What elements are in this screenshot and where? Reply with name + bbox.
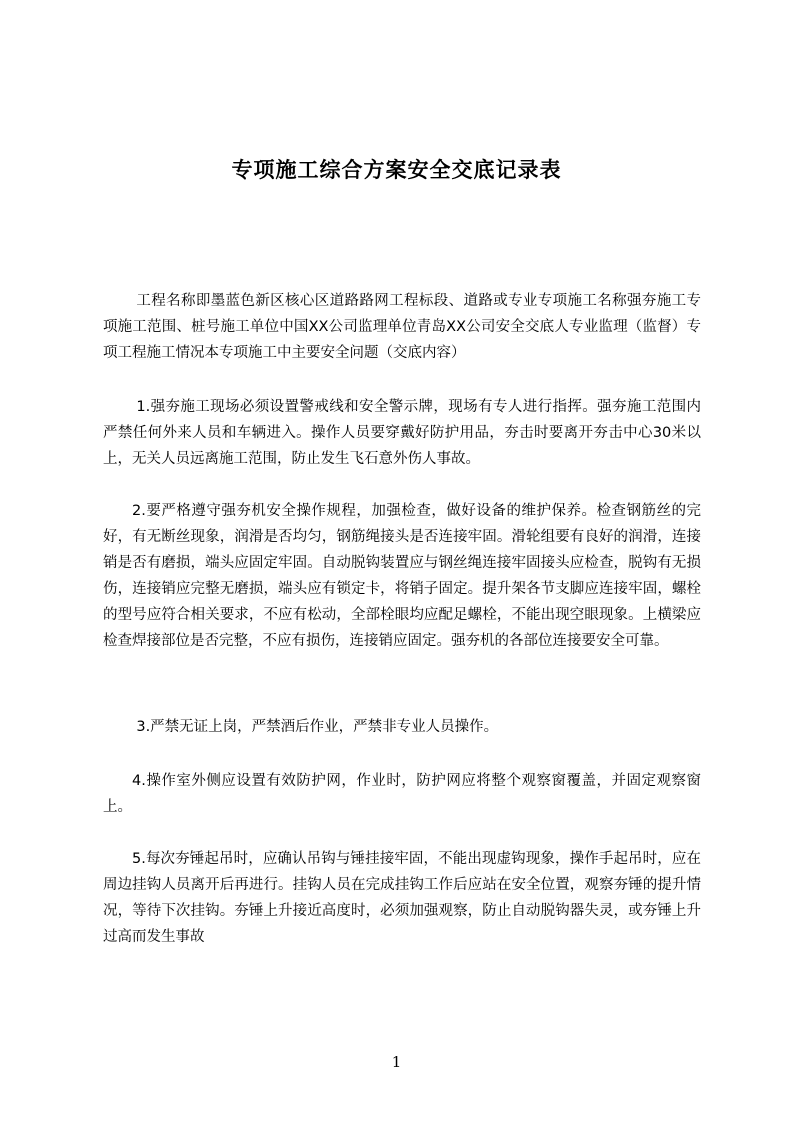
- safety-item-3: 3.严禁无证上岗，严禁酒后作业，严禁非专业人员操作。: [136, 719, 499, 735]
- safety-item-2: 2.要严格遵守强夯机安全操作规程，加强检查，做好设备的维护保养。检查钢筋丝的完好，有无断丝现象，润滑是否均匀，钢筋绳接头是否连接牢固。滑轮组要有良好的润滑，连接销是否有磨损，端头应固定牢固。自动脱钩装置应与钢丝绳连接牢固接头应检查，脱钩有无损伤，连接销应完整无磨损，端头应有锁定卡，将销子固定。提升架各节支脚应连接牢固，螺栓的型号应符合相关要求，不应有松动，全部栓眼均应配足螺栓，不能出现空眼现象。上横梁应检查焊接部位是否完整，不应有损伤，连接销应固定。强夯机的各部位连接要安全可靠。: [103, 503, 701, 649]
- page-number: 1: [391, 1053, 402, 1071]
- safety-item-1: 1.强夯施工现场必须设置警戒线和安全警示牌，现场有专人进行指挥。强夯施工范围内严禁任何外来人员和车辆进入。操作人员要穿戴好防护用品，夯击时要离开夯击中心30米以上，无关人员远离施工范围，防止发生飞石意外伤人事故。: [103, 399, 701, 467]
- safety-item-5: 5.每次夯锤起吊时，应确认吊钩与锤挂接牢固，不能出现虚钩现象，操作手起吊时，应在周边挂钩人员离开后再进行。挂钩人员在完成挂钩工作后应站在安全位置，观察夯锤的提升情况，等待下次挂钩。夯锤上升接近高度时，必须加强观察，防止自动脱钩器失灵，或夯锤上升过高而发生事故: [103, 851, 701, 945]
- safety-item-4: 4.操作室外侧应设置有效防护网，作业时，防护网应将整个观察窗覆盖，并固定观察窗上。: [103, 773, 701, 815]
- page-title: 专项施工综合方案安全交底记录表: [231, 158, 562, 183]
- intro-paragraph: 工程名称即墨蓝色新区核心区道路路网工程标段、道路或专业专项施工名称强夯施工专项施工范围、桩号施工单位中国XX公司监理单位青岛XX公司安全交底人专业监理（监督）专项工程施工情况本专项施工中主要安全问题（交底内容）: [103, 293, 701, 361]
